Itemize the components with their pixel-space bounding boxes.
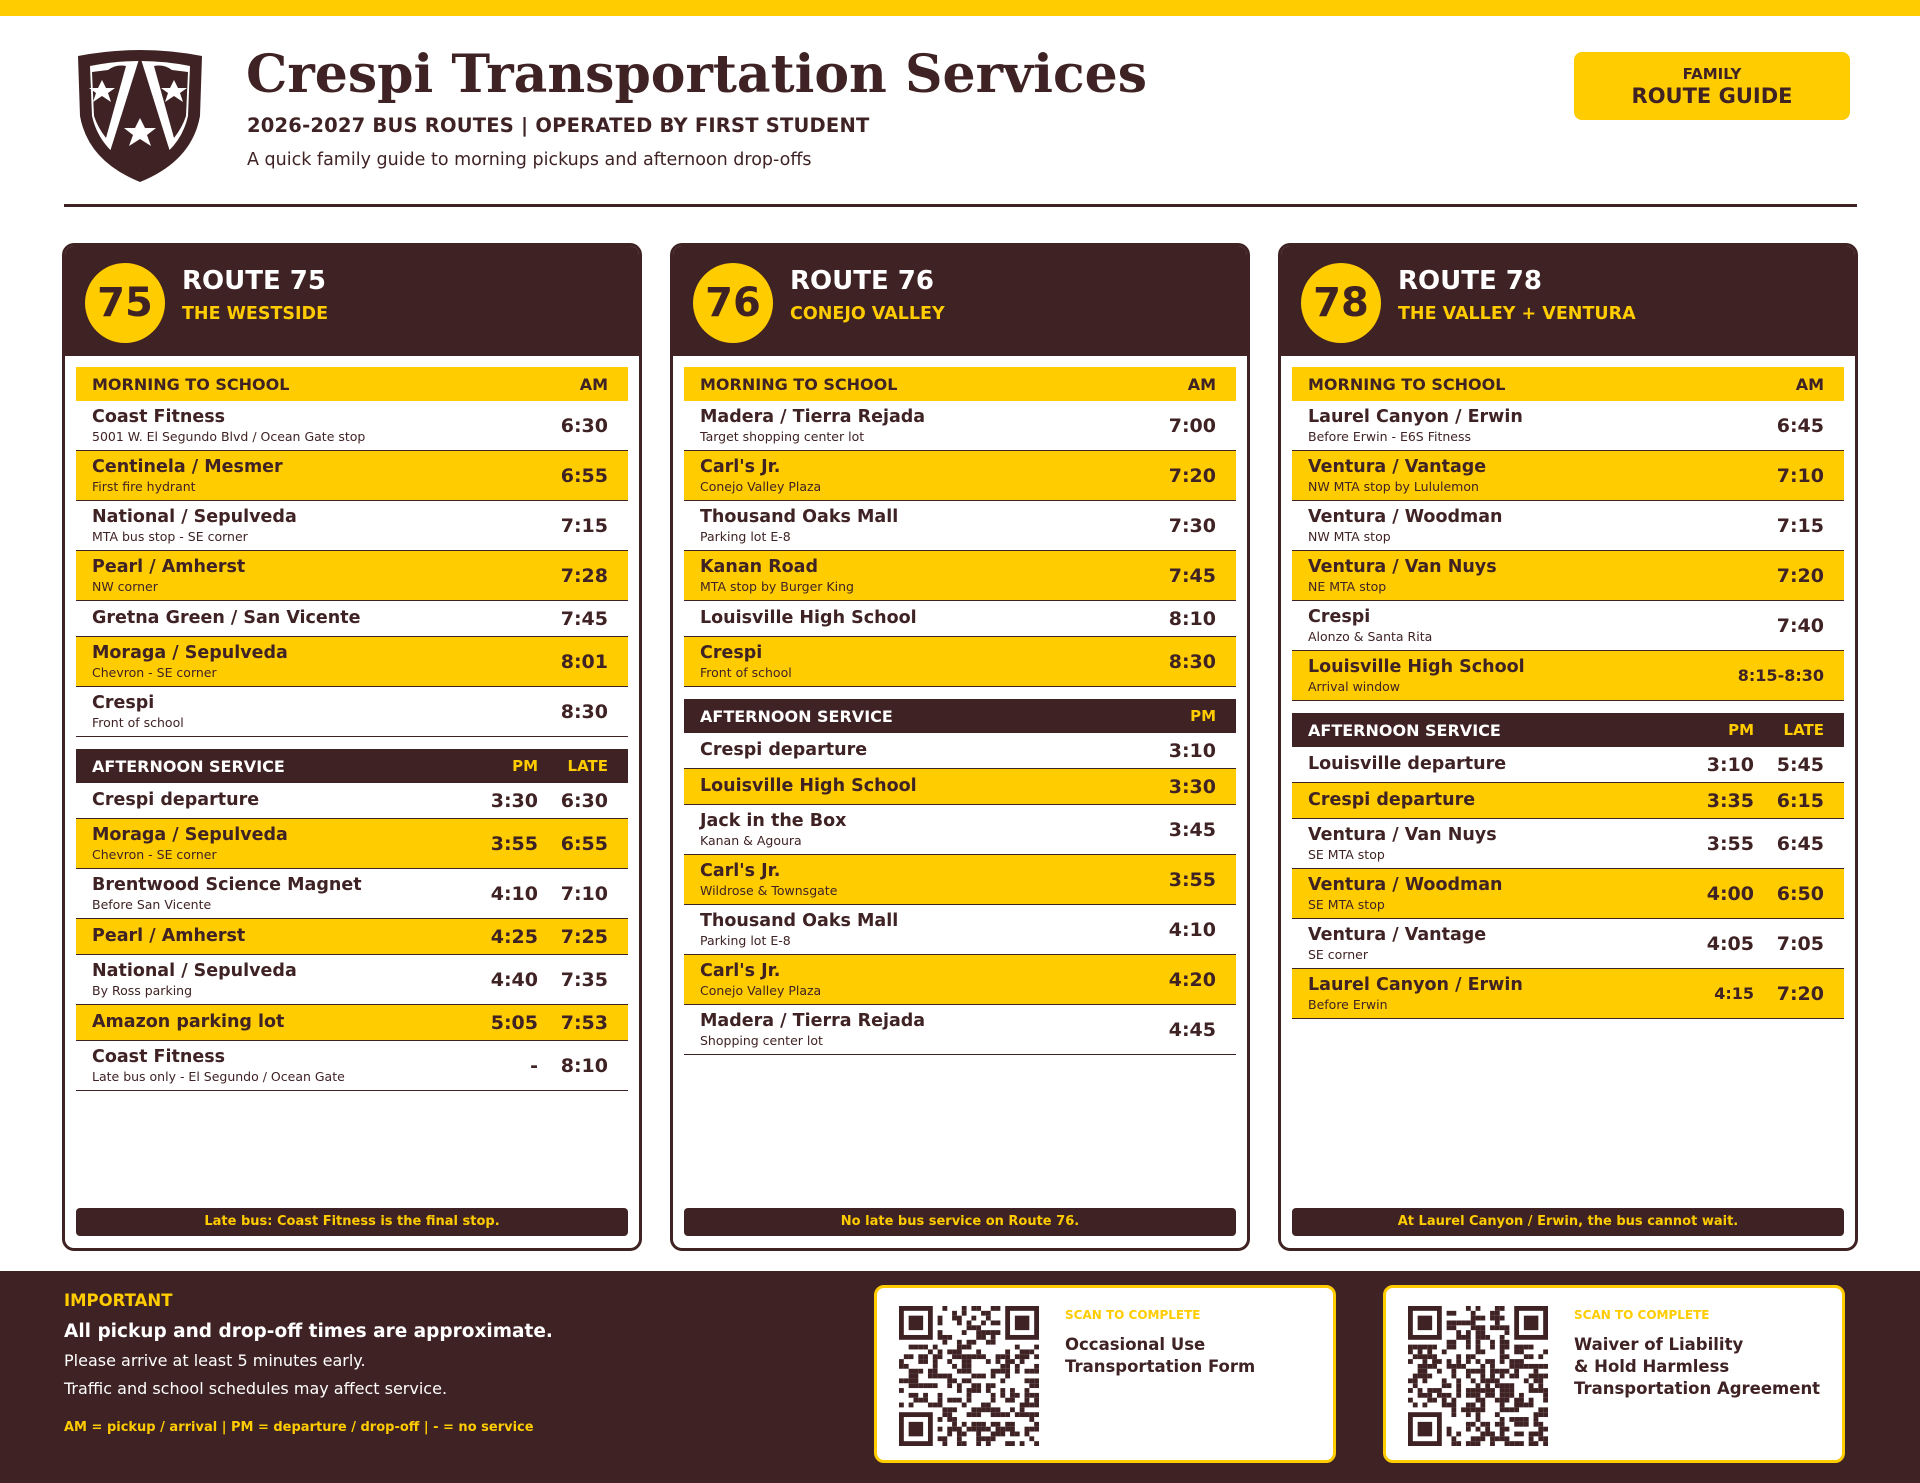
stop-name: National / Sepulveda — [92, 506, 297, 527]
stop-row — [76, 919, 628, 955]
late-time: 7:20 — [1776, 982, 1824, 1005]
morning-section-header — [1292, 367, 1844, 401]
stop-row — [76, 783, 628, 819]
pm-time: 3:10 — [1706, 753, 1754, 776]
stop-name: Crespi departure — [1308, 790, 1476, 810]
am-time: 7:10 — [1776, 464, 1824, 487]
scan-label: SCAN TO COMPLETE — [1574, 1308, 1710, 1322]
stop-row — [76, 637, 628, 687]
stop-note: Late bus only - El Segundo / Ocean Gate — [92, 1068, 345, 1084]
am-time: 8:10 — [1168, 607, 1216, 630]
route-guide-badge — [1574, 52, 1850, 120]
stop-row — [76, 401, 628, 451]
stop-name: Louisville departure — [1308, 754, 1507, 774]
qr-title-line: Transportation Agreement — [1574, 1379, 1821, 1398]
afternoon-section-header — [76, 749, 628, 783]
morning-table — [684, 367, 1236, 1055]
stop-row — [1292, 969, 1844, 1019]
late-time: 6:30 — [560, 789, 608, 812]
pm-column-label: PM — [1728, 721, 1754, 739]
important-label: IMPORTANT — [64, 1291, 173, 1310]
route-header — [673, 246, 1247, 356]
stop-row — [684, 805, 1236, 855]
stop-note: Parking lot E-8 — [700, 528, 791, 544]
stop-name: Ventura / Van Nuys — [1308, 824, 1497, 845]
route-area: THE VALLEY + VENTURA — [1398, 304, 1636, 324]
route-footnote: At Laurel Canyon / Erwin, the bus cannot wait. — [1292, 1208, 1844, 1236]
stop-name: Carl's Jr. — [700, 860, 781, 881]
stop-note: NW MTA stop by Lululemon — [1308, 478, 1479, 494]
am-time: 7:15 — [560, 514, 608, 537]
stop-name: Coast Fitness — [92, 406, 226, 427]
stop-name: Ventura / Vantage — [1308, 924, 1487, 945]
route-number-badge: 78 — [1301, 263, 1381, 343]
stop-name: Carl's Jr. — [700, 960, 781, 981]
stop-row — [684, 733, 1236, 769]
stop-name: Moraga / Sepulveda — [92, 824, 288, 845]
stop-name: Ventura / Woodman — [1308, 874, 1503, 895]
stop-row — [684, 1005, 1236, 1055]
stop-row — [76, 601, 628, 637]
stop-row — [684, 451, 1236, 501]
stop-note: Arrival window — [1308, 678, 1401, 694]
stop-name: Crespi — [700, 642, 763, 663]
stop-row — [76, 955, 628, 1005]
stop-row — [1292, 651, 1844, 701]
late-column-label: LATE — [567, 757, 608, 775]
late-column-label: LATE — [1783, 721, 1824, 739]
important-line-1: Please arrive at least 5 minutes early. — [64, 1351, 366, 1370]
stop-row — [1292, 783, 1844, 819]
pm-time: 4:15 — [1714, 984, 1754, 1003]
route-title: ROUTE 75 — [182, 266, 326, 296]
route-card-76 — [670, 243, 1250, 1251]
page-title: Crespi Transportation Services — [246, 44, 1147, 105]
late-time: 7:10 — [560, 882, 608, 905]
route-title: ROUTE 76 — [790, 266, 934, 296]
stop-name: Moraga / Sepulveda — [92, 642, 288, 663]
pm-time: 4:25 — [490, 925, 538, 948]
pm-time: 3:10 — [1168, 739, 1216, 762]
stop-note: SE MTA stop — [1308, 846, 1385, 862]
morning-section-header — [684, 367, 1236, 401]
stop-note: Conejo Valley Plaza — [700, 982, 822, 998]
badge-line-1: FAMILY — [1682, 65, 1742, 83]
stop-note: Kanan & Agoura — [700, 832, 802, 848]
route-header — [65, 246, 639, 356]
stop-name: Ventura / Van Nuys — [1308, 556, 1497, 577]
page-subtitle: 2026-2027 BUS ROUTES | OPERATED BY FIRST STUDENT — [247, 114, 870, 137]
route-number-badge: 76 — [693, 263, 773, 343]
am-time: 7:40 — [1776, 614, 1824, 637]
am-time: 7:20 — [1168, 464, 1216, 487]
stop-row — [76, 551, 628, 601]
pm-time: 4:00 — [1706, 882, 1754, 905]
stop-row — [76, 1041, 628, 1091]
pm-time: 3:30 — [1168, 775, 1216, 798]
time-legend-key: AM = pickup / arrival | PM = departure / drop-off | - = no service — [64, 1420, 534, 1435]
route-area: THE WESTSIDE — [182, 304, 329, 324]
am-time: 8:30 — [1168, 650, 1216, 673]
am-time: 7:30 — [1168, 514, 1216, 537]
am-time: 8:01 — [560, 650, 608, 673]
am-column-label: AM — [1187, 374, 1216, 394]
afternoon-section-header — [1292, 713, 1844, 747]
am-time: 7:20 — [1776, 564, 1824, 587]
stop-row — [684, 401, 1236, 451]
section-label: AFTERNOON SERVICE — [700, 706, 893, 726]
am-column-label: AM — [1795, 374, 1824, 394]
top-accent-bar — [0, 0, 1920, 16]
stop-row — [1292, 601, 1844, 651]
stop-note: NW MTA stop — [1308, 528, 1391, 544]
stop-row — [684, 501, 1236, 551]
pm-time: 3:45 — [1168, 818, 1216, 841]
stop-name: Louisville High School — [1308, 656, 1525, 677]
pm-time: 3:55 — [490, 832, 538, 855]
stop-row — [684, 855, 1236, 905]
stop-name: Madera / Tierra Rejada — [700, 406, 926, 427]
qr-card-title — [1574, 1334, 1820, 1400]
pm-time: 4:45 — [1168, 1018, 1216, 1041]
late-time: 6:15 — [1776, 789, 1824, 812]
stop-note: NW corner — [92, 578, 158, 594]
stop-note: By Ross parking — [92, 982, 193, 998]
am-time: 8:15-8:30 — [1737, 666, 1824, 685]
stop-row — [76, 687, 628, 737]
section-label: MORNING TO SCHOOL — [700, 374, 898, 394]
route-area: CONEJO VALLEY — [790, 304, 945, 324]
stop-name: Laurel Canyon / Erwin — [1308, 974, 1523, 995]
stop-row — [684, 769, 1236, 805]
pm-time: 5:05 — [490, 1011, 538, 1034]
section-label: AFTERNOON SERVICE — [1308, 720, 1501, 740]
route-card-78 — [1278, 243, 1858, 1251]
route-header — [1281, 246, 1855, 356]
stop-note: Chevron - SE corner — [92, 846, 217, 862]
stop-note: Shopping center lot — [700, 1032, 823, 1048]
route-footnote: No late bus service on Route 76. — [684, 1208, 1236, 1236]
qr-title-line: Transportation Form — [1065, 1357, 1256, 1376]
am-time: 8:30 — [560, 700, 608, 723]
qr-card-waiver[interactable] — [1383, 1285, 1845, 1463]
stop-row — [1292, 501, 1844, 551]
stop-name: Crespi — [1308, 606, 1371, 627]
stop-row — [684, 551, 1236, 601]
stop-row — [76, 1005, 628, 1041]
qr-card-occasional-use[interactable] — [874, 1285, 1336, 1463]
stop-note: Front of school — [700, 664, 792, 680]
page-tagline: A quick family guide to morning pickups and afternoon drop-offs — [247, 150, 812, 170]
stop-row — [684, 905, 1236, 955]
stop-row — [684, 637, 1236, 687]
stop-row — [1292, 819, 1844, 869]
stop-name: Crespi — [92, 692, 155, 713]
important-main-text: All pickup and drop-off times are approximate. — [64, 1321, 553, 1342]
pm-time: - — [530, 1054, 538, 1077]
school-crest-logo — [72, 46, 208, 186]
morning-table — [76, 367, 628, 1091]
qr-title-line: Occasional Use — [1065, 1335, 1206, 1354]
stop-row — [76, 819, 628, 869]
stop-name: Jack in the Box — [700, 810, 847, 831]
am-time: 7:28 — [560, 564, 608, 587]
stop-name: Crespi departure — [700, 740, 868, 760]
stop-note: SE corner — [1308, 946, 1368, 962]
stop-name: Louisville High School — [700, 776, 917, 796]
stop-note: Target shopping center lot — [700, 428, 865, 444]
stop-note: MTA stop by Burger King — [700, 578, 854, 594]
stop-note: Parking lot E-8 — [700, 932, 791, 948]
pm-column-label: PM — [1190, 707, 1216, 725]
route-footnote: Late bus: Coast Fitness is the final stop. — [76, 1208, 628, 1236]
pm-time: 4:10 — [1168, 918, 1216, 941]
stop-note: Front of school — [92, 714, 184, 730]
pm-time: 3:30 — [490, 789, 538, 812]
stop-name: Centinela / Mesmer — [92, 456, 283, 477]
stop-note: Chevron - SE corner — [92, 664, 217, 680]
stop-note: 5001 W. El Segundo Blvd / Ocean Gate stop — [92, 428, 366, 444]
late-time: 7:35 — [560, 968, 608, 991]
am-time: 7:45 — [560, 607, 608, 630]
stop-name: Thousand Oaks Mall — [700, 506, 899, 527]
qr-title-line: Waiver of Liability — [1574, 1335, 1744, 1354]
section-label: MORNING TO SCHOOL — [92, 374, 290, 394]
late-time: 6:45 — [1776, 832, 1824, 855]
stop-row — [76, 501, 628, 551]
stop-name: Gretna Green / San Vicente — [92, 608, 361, 628]
morning-section-header — [76, 367, 628, 401]
stop-name: Louisville High School — [700, 608, 917, 628]
stop-name: Laurel Canyon / Erwin — [1308, 406, 1523, 427]
morning-table — [1292, 367, 1844, 1019]
qr-code-icon[interactable] — [899, 1306, 1039, 1446]
badge-line-2: ROUTE GUIDE — [1631, 84, 1793, 108]
stop-note: Before Erwin — [1308, 996, 1388, 1012]
stop-note: MTA bus stop - SE corner — [92, 528, 248, 544]
stop-row — [76, 451, 628, 501]
important-line-2: Traffic and school schedules may affect service. — [64, 1379, 448, 1398]
stop-row — [1292, 919, 1844, 969]
late-time: 7:05 — [1776, 932, 1824, 955]
pm-time: 4:20 — [1168, 968, 1216, 991]
am-time: 6:45 — [1776, 414, 1824, 437]
stop-note: SE MTA stop — [1308, 896, 1385, 912]
pm-time: 4:05 — [1706, 932, 1754, 955]
stop-name: Coast Fitness — [92, 1046, 226, 1067]
stop-note: Wildrose & Townsgate — [700, 882, 838, 898]
late-time: 6:50 — [1776, 882, 1824, 905]
qr-title-line: & Hold Harmless — [1574, 1357, 1730, 1376]
section-label: AFTERNOON SERVICE — [92, 756, 285, 776]
stop-row — [684, 955, 1236, 1005]
afternoon-section-header — [684, 699, 1236, 733]
pm-time: 3:35 — [1706, 789, 1754, 812]
stop-note: Before San Vicente — [92, 896, 212, 912]
late-time: 6:55 — [560, 832, 608, 855]
late-time: 7:53 — [560, 1011, 608, 1034]
pm-time: 3:55 — [1168, 868, 1216, 891]
qr-code-icon[interactable] — [1408, 1306, 1548, 1446]
stop-row — [1292, 747, 1844, 783]
stop-row — [1292, 869, 1844, 919]
am-column-label: AM — [579, 374, 608, 394]
stop-name: Carl's Jr. — [700, 456, 781, 477]
stop-row — [1292, 401, 1844, 451]
stop-note: Alonzo & Santa Rita — [1308, 628, 1433, 644]
am-time: 6:30 — [560, 414, 608, 437]
stop-name: Pearl / Amherst — [92, 556, 246, 577]
stop-name: National / Sepulveda — [92, 960, 297, 981]
pm-time: 4:40 — [490, 968, 538, 991]
stop-name: Ventura / Vantage — [1308, 456, 1487, 477]
stop-name: Madera / Tierra Rejada — [700, 1010, 926, 1031]
header-divider — [64, 204, 1857, 207]
stop-note: NE MTA stop — [1308, 578, 1387, 594]
stop-name: Amazon parking lot — [92, 1012, 285, 1032]
stop-name: Pearl / Amherst — [92, 926, 246, 946]
stop-name: Crespi departure — [92, 790, 260, 810]
pm-time: 4:10 — [490, 882, 538, 905]
section-label: MORNING TO SCHOOL — [1308, 374, 1506, 394]
late-time: 7:25 — [560, 925, 608, 948]
important-footer — [0, 1271, 1920, 1483]
stop-note: First fire hydrant — [92, 478, 196, 494]
late-time: 5:45 — [1776, 753, 1824, 776]
stop-name: Ventura / Woodman — [1308, 506, 1503, 527]
stop-name: Kanan Road — [700, 556, 819, 577]
stop-note: Conejo Valley Plaza — [700, 478, 822, 494]
route-title: ROUTE 78 — [1398, 266, 1542, 296]
stop-note: Before Erwin - E6S Fitness — [1308, 428, 1472, 444]
am-time: 7:45 — [1168, 564, 1216, 587]
pm-column-label: PM — [512, 757, 538, 775]
qr-card-title — [1065, 1334, 1255, 1378]
stop-name: Brentwood Science Magnet — [92, 874, 362, 895]
am-time: 7:15 — [1776, 514, 1824, 537]
route-card-75 — [62, 243, 642, 1251]
stop-row — [684, 601, 1236, 637]
stop-row — [1292, 451, 1844, 501]
stop-row — [76, 869, 628, 919]
am-time: 7:00 — [1168, 414, 1216, 437]
scan-label: SCAN TO COMPLETE — [1065, 1308, 1201, 1322]
am-time: 6:55 — [560, 464, 608, 487]
route-number-badge: 75 — [85, 263, 165, 343]
pm-time: 3:55 — [1706, 832, 1754, 855]
stop-row — [1292, 551, 1844, 601]
stop-name: Thousand Oaks Mall — [700, 910, 899, 931]
late-time: 8:10 — [560, 1054, 608, 1077]
